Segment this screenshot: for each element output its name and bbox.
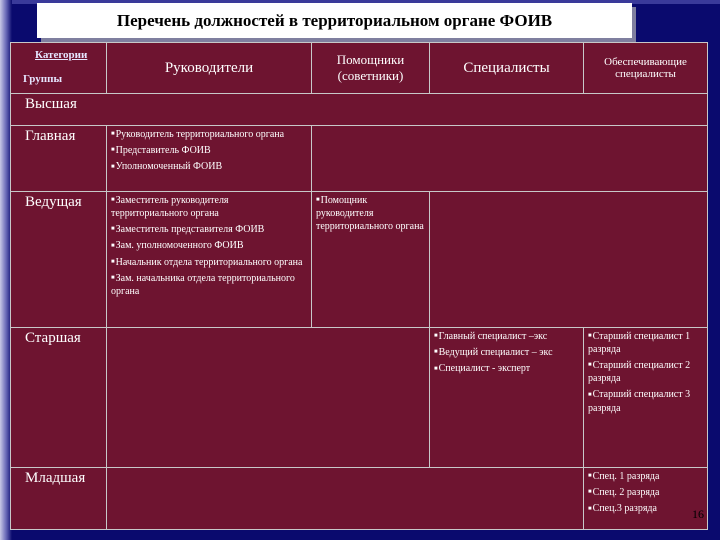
list-item: ■ Уполномоченный ФОИВ [111,160,307,173]
list-item: ■ Помощник руководителя территориального органа [316,194,425,233]
list-item: ■ Спец.3 разряда [588,502,703,515]
list-item: ■ Руководитель территориального органа [111,128,307,141]
list-item: ■ Зам. начальника отдела территориального органа [111,272,307,298]
column-header-assistants: Помощники (советники) [312,43,430,94]
group-header-label: Группы [23,73,63,85]
list-item: ■ Представитель ФОИВ [111,144,307,157]
positions-table [10,42,708,530]
list-item: ■ Начальник отдела территориального органа [111,256,307,269]
list-item: ■ Главный специалист –экс [434,330,579,343]
list-item: ■ Старший специалист 3 разряда [588,388,703,414]
row-name: Главная [11,126,107,192]
table-cell [107,468,584,530]
list-item: ■ Спец. 2 разряда [588,486,703,499]
table-row [11,94,708,126]
list-item: ■ Зам. уполномоченного ФОИВ [111,239,307,252]
row-name: Младшая [11,468,107,530]
row-name: Ведущая [11,192,107,328]
table-row [11,468,708,530]
row-name: Высшая [11,94,708,126]
list-item: ■ Спец. 1 разряда [588,470,703,483]
page-title: Перечень должностей в территориальном органе ФОИВ [116,10,553,30]
table-cell [312,192,430,328]
list-item: ■ Старший специалист 2 разряда [588,359,703,385]
list-item: ■ Заместитель руководителя территориального органа [111,194,307,220]
table-cell [584,468,708,530]
table-cell [107,328,430,468]
list-item: ■ Заместитель представителя ФОИВ [111,223,307,236]
table-cell [584,328,708,468]
column-header-support-specialists: Обеспечивающие специалисты [584,43,708,94]
category-header-label: Категории [35,49,88,61]
category-group-header [11,43,107,94]
table-row [11,192,708,328]
table-cell [430,192,708,328]
list-item: ■ Специалист - эксперт [434,362,579,375]
table-cell [430,328,584,468]
row-name: Старшая [11,328,107,468]
table-cell [312,126,708,192]
list-item: ■ Ведущий специалист – экс [434,346,579,359]
column-header-specialists: Специалисты [430,43,584,94]
table-row [11,126,708,192]
column-header-managers: Руководители [107,43,312,94]
list-item: ■ Старший специалист 1 разряда [588,330,703,356]
title-box [37,3,632,38]
table-cell [107,126,312,192]
table-cell [107,192,312,328]
table-header-row [11,43,708,94]
table-row [11,328,708,468]
page-number: 16 [692,507,704,521]
